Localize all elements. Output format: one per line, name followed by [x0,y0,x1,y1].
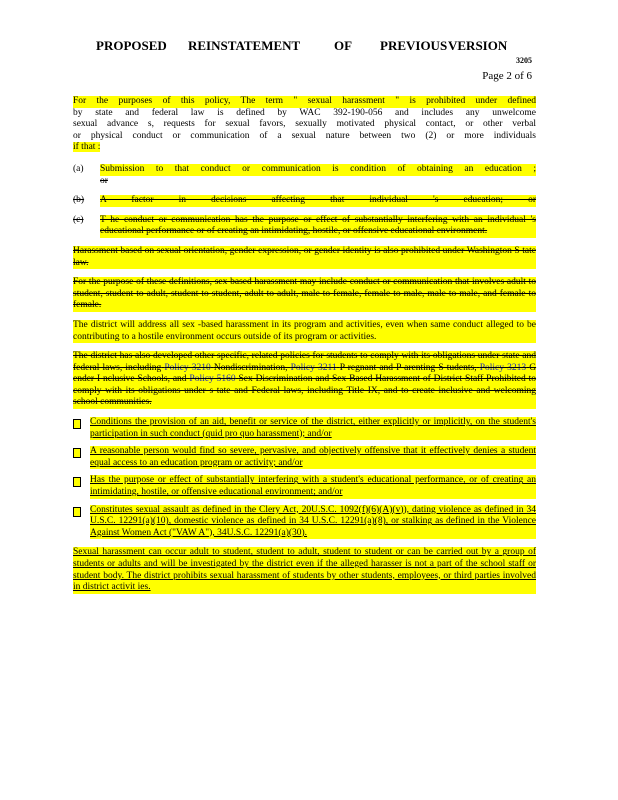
bullet-text: Conditions the provision of an aid, benefit or service of the district, either explicitly or implicitly, on the student's participation in such conduct (quid pro quo harassment); and/or [90,417,536,439]
bullet-box-icon [73,477,81,487]
bullet-box-icon [73,448,81,458]
list-item-text: A factor in decisions affecting that individual 's education; or [100,195,536,206]
policy-5160-link[interactable]: Policy 5160 [189,374,236,385]
intro-line-5: if that : [73,142,101,153]
title-word-5: VERSION [448,38,508,53]
policy-3211-link[interactable]: Policy 3211 [290,362,337,373]
list-item-b [73,195,536,207]
district-address-paragraph: The district will address all sex -based harassment in its program and activities, even when same conduct alleged to be contributing to a hostile environment occurs outside of its program or activities. [73,319,536,342]
list-item-label: (b) [73,195,85,206]
title-word-4: PREVIOUS [380,38,448,53]
bullet-item [73,446,536,469]
related-policies-text-b: Nondiscrimination, [213,362,288,373]
title-word-2: REINSTATEMENT [188,38,301,53]
bullet-text: A reasonable person would find so severe, pervasive, and objectively offensive that it effectively denies a student equal access to an education program or activity; and/or [90,446,536,468]
bullet-text: Constitutes sexual assault as defined in the Clery Act, 20U.S.C. 1092(f)(6)(A)(v)), dating violence as defined in 34 U.S.C. 12291(a)(10), domestic violence as defined in 34 U.S.C. 12291(a)(8), or stalking as defined in the Violence Against Women Act ("VAW A"), 34U.S.C. 12291(a)(30). [90,504,536,538]
orientation-paragraph: Harassment based on sexual orientation, gender expression, or gender identity is also prohibited under Washington S tate law. [73,245,536,268]
intro-line-2: by state and federal law is defined by WAC 392-190-056 and includes any unwelcome [73,107,536,118]
related-policies-text-e: Sex Discrimination and Sex Based Harassment of District Staff Prohibited to comply with its obligations under s tate and Federal laws, including Title IX, and to create inclusive and welcoming school communities. [73,374,537,408]
title-word-1: PROPOSED [96,38,167,53]
document-body [73,96,536,602]
bullet-item [73,505,536,540]
list-item-text: Submission to that conduct or communication is condition of obtaining an education ; [100,163,536,174]
title-word-3: OF [334,38,353,53]
intro-line-4: or physical conduct or communication of a sexual nature between two (2) or more individuals [73,130,536,141]
policy-3213-link[interactable]: Policy 3213 [479,362,527,373]
related-policies-text-a: The district has also developed other specific, related policies for students to comply with its obligations under state and federal laws, including [73,351,536,373]
page-number: Page 2 of 6 [482,70,532,82]
intro-paragraph [73,96,536,154]
related-policies-paragraph [73,351,536,409]
list-item-label: (a) [73,163,84,174]
list-item-tail: or [100,175,108,186]
bullet-item [73,417,536,440]
definitions-text: For the purpose of these definitions, sex based harassment may include conduct or communication that involves adult to student, student to adult, student to student, adult to adult, male to female, female to male, male to male, and female to female. [73,277,536,311]
related-policies-text-c: P regnant and P arenting S tudents, [339,362,477,373]
policy-3210-link[interactable]: Policy 3210 [164,362,211,373]
bullet-box-icon [73,419,81,429]
definitions-paragraph [73,277,536,312]
list-item-a [73,164,536,187]
intro-line-3: sexual advance s, requests for sexual favors, sexually motivated physical contact, or other verbal [73,119,536,130]
closing-paragraph: Sexual harassment can occur adult to student, student to adult, student to student or can be carried out by a group of students or adults and will be investigated by the district even if the alleged harasser is not a part of the school staff or student body. The district prohibits sexual harassment of students by other students, employees, or third parties involved in district activit ies. [73,547,536,593]
bullet-text: Has the purpose or effect of substantially interfering with a student's educational performance, or of creating an intimidating, hostile, or offensive educational environment; and/or [90,475,536,498]
related-policies-text-d: G ender I nclusive Schools, and [73,362,537,385]
intro-line-1: For the purposes of this policy, The term " sexual harassment " is prohibited under defined [73,96,536,106]
policy-number: 3205 [516,56,532,65]
bullet-box-icon [73,507,81,517]
list-item-label: (c) [73,214,84,225]
list-item-text: T he conduct or communication has the purpose or effect of substantially interfering with an individual 's educational performance or of creating an intimidating, hostile, or offensive educational environment. [100,214,536,237]
bullet-item [73,475,536,498]
list-item-c [73,215,536,238]
